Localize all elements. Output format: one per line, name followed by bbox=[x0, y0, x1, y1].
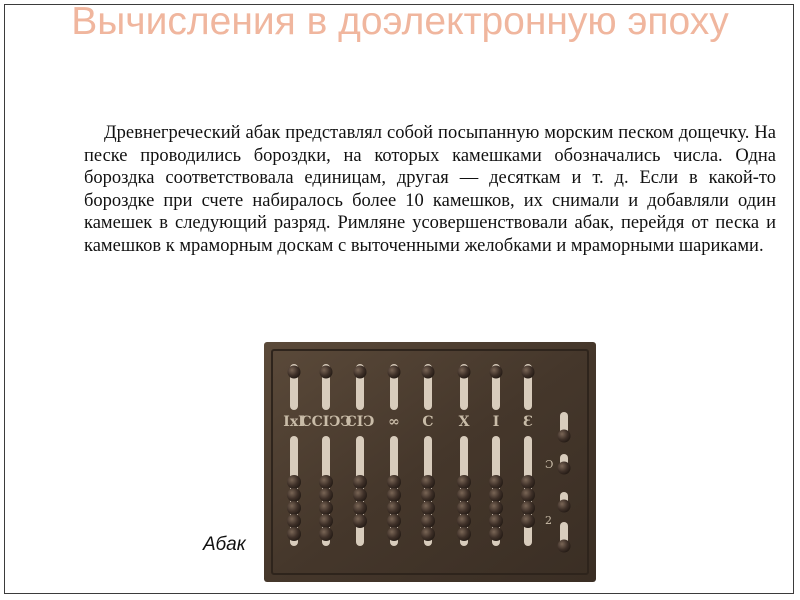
abacus-bead bbox=[387, 514, 401, 528]
abacus-bead bbox=[354, 366, 367, 379]
abacus-column-label: C bbox=[422, 414, 434, 430]
abacus-column-label: CIↃ bbox=[345, 414, 375, 430]
abacus-bead bbox=[287, 488, 301, 502]
abacus-column-label: Ɛ bbox=[522, 414, 534, 430]
slide-title: Вычисления в доэлектронную эпоху bbox=[71, 0, 729, 43]
abacus-bead bbox=[421, 514, 435, 528]
abacus-bead bbox=[387, 475, 401, 489]
abacus-column-label: CCIↃↃ bbox=[300, 414, 352, 430]
abacus-bead bbox=[387, 501, 401, 515]
abacus-bead bbox=[319, 514, 333, 528]
image-caption: Абак bbox=[203, 534, 246, 555]
abacus-column-label: I bbox=[492, 414, 500, 430]
abacus-bead bbox=[521, 501, 535, 515]
abacus-column-label: IxI bbox=[283, 414, 305, 430]
abacus-bead bbox=[387, 527, 401, 541]
abacus-bead bbox=[319, 488, 333, 502]
abacus-bead bbox=[388, 366, 401, 379]
abacus-bead bbox=[319, 501, 333, 515]
abacus-side-label: Ɔ bbox=[545, 458, 554, 471]
abacus-bead bbox=[457, 501, 471, 515]
abacus-bead bbox=[521, 475, 535, 489]
abacus-bead bbox=[457, 475, 471, 489]
abacus-bead bbox=[319, 527, 333, 541]
abacus-bead bbox=[287, 514, 301, 528]
abacus-bead bbox=[521, 514, 535, 528]
abacus-column-label: ∞ bbox=[388, 414, 400, 430]
abacus-bead bbox=[522, 366, 535, 379]
abacus-bead bbox=[353, 475, 367, 489]
abacus-bead bbox=[457, 527, 471, 541]
abacus-bead bbox=[421, 501, 435, 515]
abacus-bead bbox=[558, 540, 571, 553]
abacus-bead bbox=[521, 488, 535, 502]
abacus-bead bbox=[287, 527, 301, 541]
abacus-column-label: X bbox=[458, 414, 470, 430]
abacus-bead bbox=[387, 488, 401, 502]
abacus-side-label: 2 bbox=[545, 514, 552, 527]
abacus-bead bbox=[421, 475, 435, 489]
abacus-bead bbox=[558, 500, 571, 513]
body-paragraph: Древнегреческий абак представлял собой посыпанную морским песком дощечку. На песке проводились бороздки, на которых камешками обозначались числа. Одна бороздка соответствовала единицам, другая — десяткам и т. д. Если в какой-то бороздке при счете набиралось более 10 камешков, их снимали и добавляли один камешек в следующий разряд. Римляне усовершенствовали абак, перейдя от песка и камешков к мраморным доскам с выточенными желобками и мраморными шариками. bbox=[84, 123, 776, 256]
abacus-bead bbox=[353, 501, 367, 515]
abacus-bead bbox=[490, 366, 503, 379]
abacus-bead bbox=[353, 488, 367, 502]
abacus-bead bbox=[320, 366, 333, 379]
abacus-image bbox=[264, 342, 596, 582]
abacus-bead bbox=[421, 527, 435, 541]
abacus-bead bbox=[489, 501, 503, 515]
abacus-bead bbox=[489, 527, 503, 541]
abacus-bead bbox=[287, 475, 301, 489]
abacus-bead bbox=[421, 488, 435, 502]
abacus-bead bbox=[353, 514, 367, 528]
abacus-bead bbox=[457, 488, 471, 502]
abacus-bead bbox=[319, 475, 333, 489]
abacus-bead bbox=[558, 462, 571, 475]
abacus-bead bbox=[458, 366, 471, 379]
abacus-bead bbox=[288, 366, 301, 379]
abacus-bead bbox=[558, 430, 571, 443]
abacus-bead bbox=[422, 366, 435, 379]
abacus-bead bbox=[287, 501, 301, 515]
abacus-bead bbox=[489, 488, 503, 502]
abacus-bead bbox=[489, 514, 503, 528]
abacus-bead bbox=[457, 514, 471, 528]
abacus-bead bbox=[489, 475, 503, 489]
